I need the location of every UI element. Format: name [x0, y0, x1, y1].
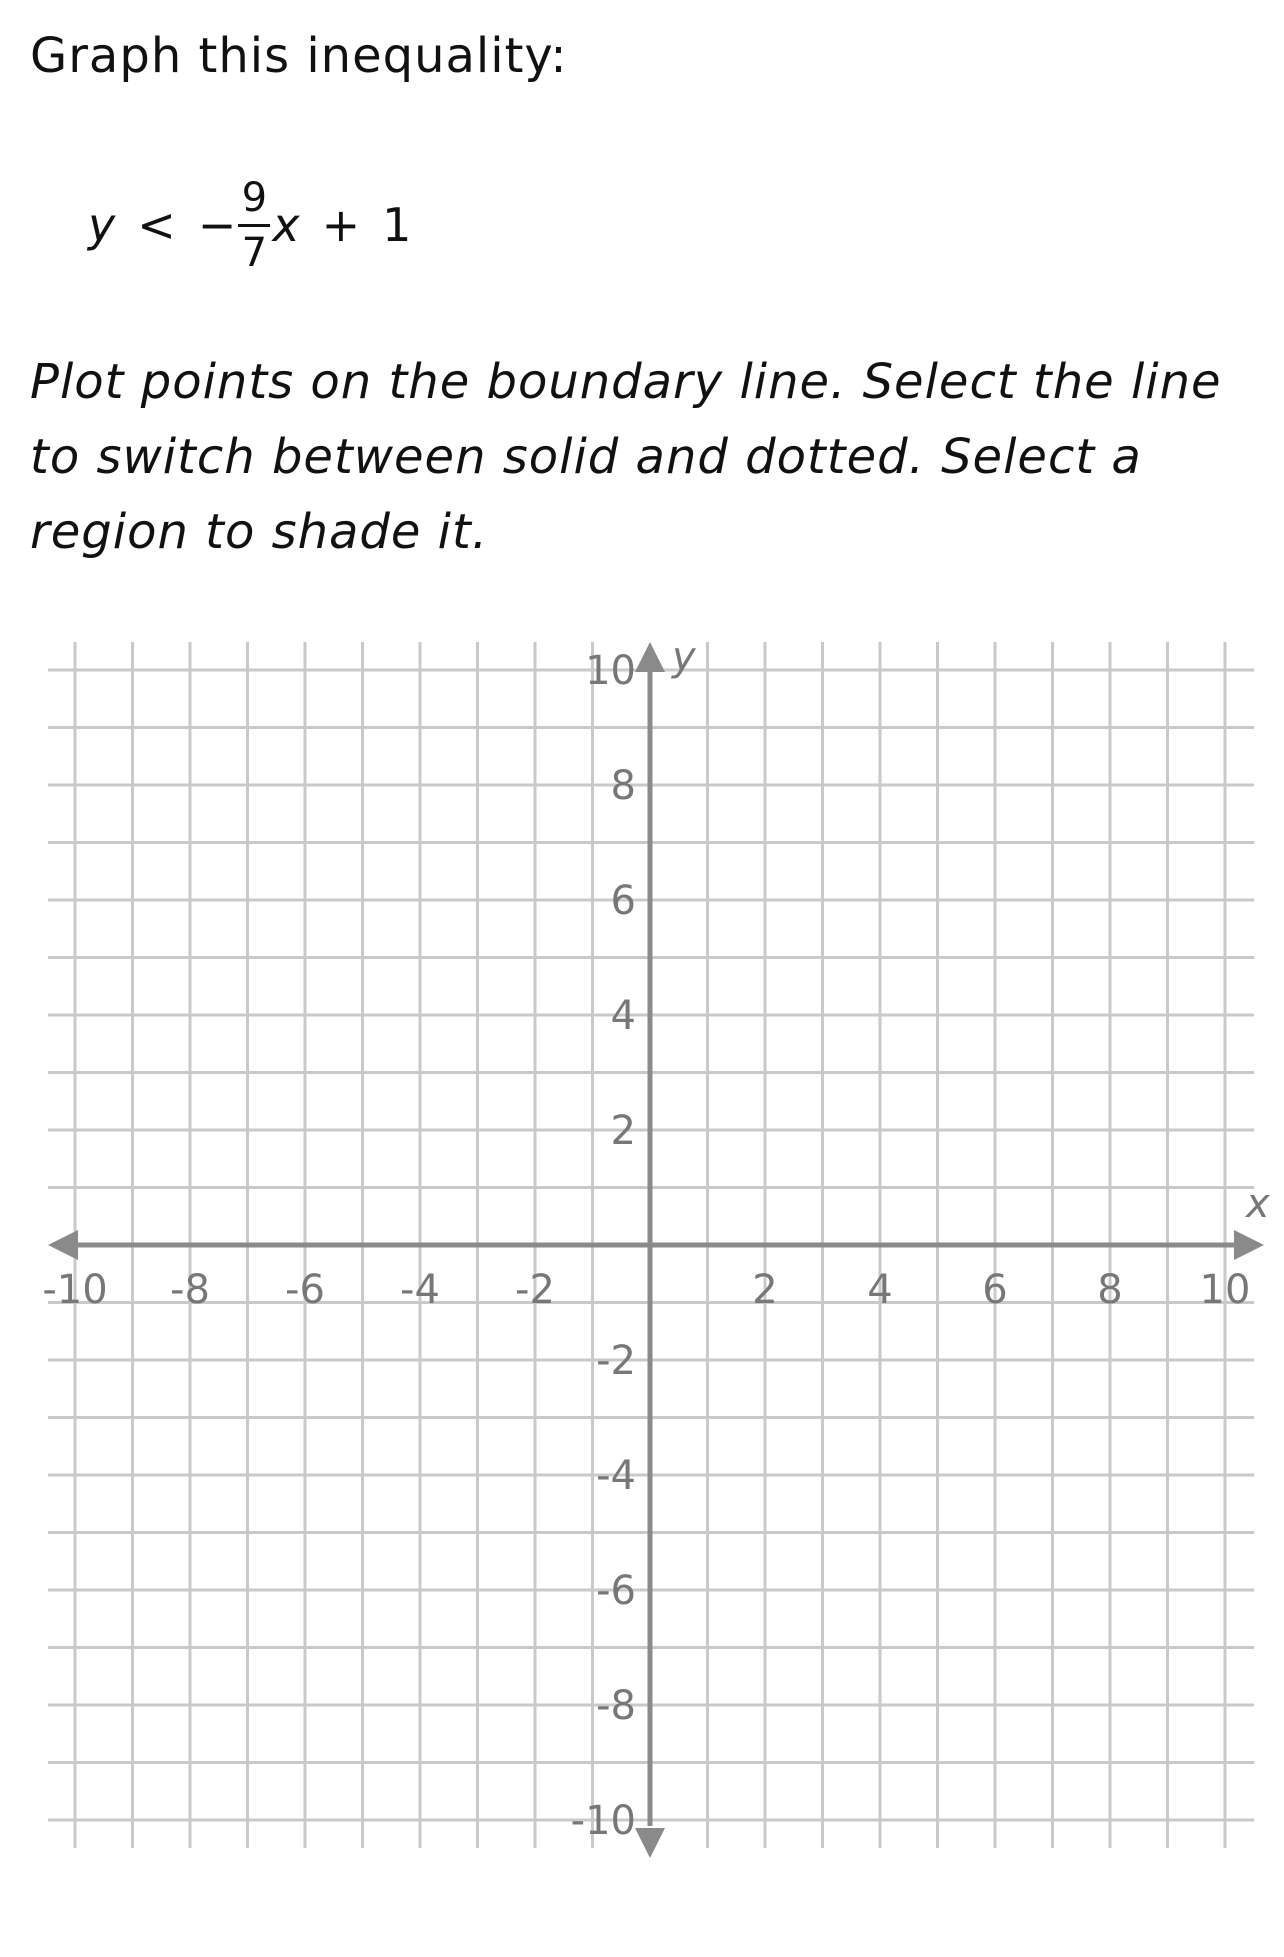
inequality-variable: x: [272, 198, 300, 252]
instructions-text: Plot points on the boundary line. Select the line to switch between solid and dotted. Select a region to shade it.: [30, 354, 1222, 560]
slope-fraction: [238, 174, 270, 276]
axes: [48, 642, 1264, 1858]
prompt-text: Graph this inequality:: [30, 28, 568, 84]
inequality-constant: 1: [382, 198, 412, 252]
y-axis-label: y: [672, 634, 696, 680]
y-tick-label: -6: [596, 1568, 636, 1614]
y-tick-label: 6: [610, 878, 636, 924]
inequality-sign: −: [197, 198, 237, 252]
x-tick-label: -2: [515, 1267, 555, 1313]
x-tick-label: -6: [285, 1267, 325, 1313]
x-tick-label: -10: [42, 1267, 108, 1313]
x-tick-label: -4: [400, 1267, 440, 1313]
fraction-denominator: 7: [241, 229, 268, 276]
x-axis-right-arrow: [1234, 1230, 1264, 1260]
x-tick-label: 10: [1199, 1267, 1251, 1313]
y-tick-label: 10: [585, 648, 636, 694]
y-tick-label: -10: [570, 1798, 636, 1844]
x-tick-label: -8: [170, 1267, 210, 1313]
fraction-bar: [238, 224, 270, 227]
fraction-numerator: 9: [241, 174, 268, 221]
y-tick-label: -8: [596, 1683, 636, 1729]
inequality-expression: [88, 155, 411, 295]
y-axis-down-arrow: [635, 1828, 665, 1858]
x-tick-label: 2: [752, 1267, 778, 1313]
y-tick-label: 2: [610, 1108, 636, 1154]
x-axis-label: x: [1246, 1181, 1270, 1227]
tick-labels: [42, 634, 1270, 1844]
coordinate-grid[interactable]: [0, 630, 1284, 1890]
y-tick-label: 4: [610, 993, 636, 1039]
x-axis-left-arrow: [48, 1230, 78, 1260]
inequality-relation: <: [137, 198, 176, 252]
inequality-lhs: y: [88, 198, 116, 252]
y-tick-label: -4: [596, 1453, 636, 1499]
y-tick-label: -2: [596, 1338, 636, 1384]
inequality-plus: +: [321, 198, 361, 252]
y-tick-label: 8: [610, 763, 636, 809]
y-axis-up-arrow: [635, 642, 665, 672]
x-tick-label: 6: [982, 1267, 1008, 1313]
x-tick-label: 8: [1097, 1267, 1123, 1313]
x-tick-label: 4: [867, 1267, 893, 1313]
